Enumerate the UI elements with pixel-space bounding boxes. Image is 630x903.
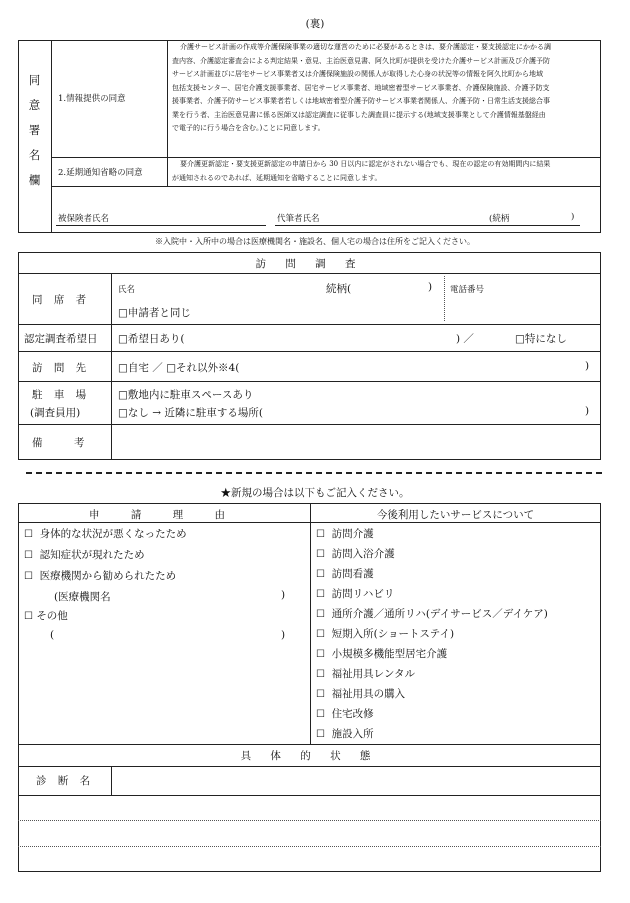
row-divider	[18, 522, 601, 523]
reason-list	[24, 526, 308, 648]
checkbox-icon: ☐	[24, 611, 33, 622]
attendee-label: 同 席 者	[32, 294, 91, 306]
consent-item2-text	[172, 158, 600, 185]
consent-divider	[51, 40, 52, 233]
address-note: ※入院中・入所中の場合は医療機関名・施設名、個人宅の場合は住所をご記入ください。	[155, 237, 475, 246]
text-line: 包括支援センター、居宅介護支援事業者、居宅サービス事業者、地域密着型サービス事業者、介護保険施設、介護予防支	[172, 83, 550, 92]
destination-options[interactable]: □自宅 ／ □それ以外※4(	[118, 362, 240, 374]
checkbox-icon: ☐	[316, 709, 325, 720]
checkbox-icon: ☐	[316, 569, 325, 580]
checkbox-icon: ☐	[316, 649, 325, 660]
checkbox-icon: ☐	[316, 609, 325, 620]
side-char: 意	[28, 98, 41, 112]
cut-line	[26, 472, 602, 474]
service-item-label: 訪問リハビリ	[331, 588, 395, 600]
service-item-label: 福祉用具レンタル	[331, 668, 415, 680]
row-divider	[18, 351, 601, 352]
attendee-relation-label: 続柄(	[326, 283, 352, 295]
parking-onsite-checkbox[interactable]: □敷地内に駐車スペースあり	[118, 389, 254, 401]
parking-label: 駐 車 場	[32, 389, 91, 401]
proxy-name-label: 代筆者氏名	[277, 214, 320, 224]
service-item[interactable]	[316, 666, 600, 686]
col-divider	[111, 273, 112, 460]
checkbox-icon: ☐	[316, 729, 325, 740]
side-char: 欄	[28, 173, 41, 187]
checkbox-icon: ☐	[316, 669, 325, 680]
other-open: (	[50, 629, 55, 641]
medical-institution-close: )	[281, 589, 286, 601]
service-item-label: 訪問看護	[331, 568, 374, 580]
attendee-relation-close: )	[428, 281, 433, 293]
reason-item-label: 医療機関から勧められたため	[39, 570, 177, 582]
side-char: 同	[28, 73, 41, 87]
service-item[interactable]	[316, 606, 600, 626]
checkbox-icon: ☐	[24, 550, 33, 561]
service-item[interactable]	[316, 586, 600, 606]
services-list	[316, 526, 600, 746]
preferred-date-none-checkbox[interactable]: □特になし	[515, 333, 567, 345]
attendee-name-label: 氏名	[118, 285, 136, 295]
reason-item-other[interactable]	[24, 608, 308, 629]
row-divider	[18, 324, 601, 325]
service-item[interactable]	[316, 646, 600, 666]
service-item-label: 住宅改修	[331, 708, 374, 720]
preferred-date-yes-checkbox[interactable]: □希望日あり(	[118, 333, 185, 345]
side-char: 名	[28, 148, 41, 162]
service-item-label: 訪問入浴介護	[331, 548, 395, 560]
service-item[interactable]	[316, 526, 600, 546]
reason-item[interactable]	[24, 568, 308, 589]
diagnosis-label: 診 断 名	[36, 775, 95, 787]
visit-survey-box	[18, 252, 601, 460]
parking-close: )	[585, 405, 590, 417]
reason-item-label: 認知症状が現れたため	[39, 549, 145, 561]
reason-item[interactable]	[24, 526, 308, 547]
text-line: 介護サービス計画の作成等介護保険事業の適切な運営のために必要があるときは、要介護認定・要支援認定にかかる調	[180, 43, 551, 51]
page-title: (裏)	[305, 18, 325, 30]
reason-item[interactable]	[24, 547, 308, 568]
checkbox-icon: ☐	[316, 549, 325, 560]
side-char: 署	[28, 123, 41, 137]
checkbox-icon: ☐	[24, 529, 33, 540]
service-item-label: 通所介護／通所リハ(デイサービス／デイケア)	[331, 608, 548, 620]
attendee-phone-label: 電話番号	[450, 285, 485, 295]
new-application-note: ★新規の場合は以下もご記入ください。	[220, 487, 410, 499]
text-line: サービス計画並びに居宅サービス事業者又は介護保険施設の関係人が取得した心身の状況等の情報を阿久比町から地域	[172, 70, 543, 78]
consent-side-label	[18, 72, 51, 197]
row-divider	[18, 424, 601, 425]
consent-item1-text	[172, 41, 600, 136]
text-line: が通知されるのであれば、延期通知を省略することに同意します。	[172, 173, 382, 182]
row-divider	[18, 381, 601, 382]
reason-header: 申 請 理 由	[88, 509, 239, 521]
row-divider	[18, 273, 601, 274]
condition-header: 具 体 的 状 態	[240, 750, 379, 762]
reason-other-label: その他	[36, 610, 68, 622]
service-item[interactable]	[316, 626, 600, 646]
service-item-label: 短期入所(ショートステイ)	[331, 628, 455, 640]
consent-item1-label: 1.情報提供の同意	[58, 94, 126, 104]
preferred-date-slash: ) ／	[456, 333, 474, 345]
remarks-label: 備 考	[32, 437, 99, 449]
col-divider	[310, 503, 311, 745]
checkbox-icon: ☐	[24, 571, 33, 582]
service-item[interactable]	[316, 546, 600, 566]
insured-name-field[interactable]	[56, 225, 266, 226]
services-header: 今後利用したいサービスについて	[376, 509, 535, 521]
text-line: 援事業者、介護予防サービス事業者若しくは地域密着型介護予防サービス事業者関係人、介護予防・日常生活支援総合事	[172, 97, 550, 105]
consent-divider	[167, 40, 168, 186]
relation-close: )	[571, 212, 575, 222]
service-item[interactable]	[316, 706, 600, 726]
checkbox-icon: ☐	[316, 589, 325, 600]
text-line: 業を行う者、主治医意見書に係る医師又は認定調査に従事した調査員に提示する(地域支援事業として介護情報基盤経由	[172, 110, 546, 119]
reason-item-label: 身体的な状況が悪くなったため	[39, 528, 187, 540]
preferred-date-label: 認定調査希望日	[24, 333, 98, 345]
service-item-label: 訪問介護	[331, 528, 374, 540]
insured-name-label: 被保険者氏名	[58, 214, 110, 224]
service-item[interactable]	[316, 726, 600, 746]
destination-close: )	[585, 360, 590, 372]
medical-institution-row	[24, 589, 308, 608]
relation-label: (続柄	[489, 214, 510, 224]
proxy-name-field[interactable]	[275, 225, 580, 226]
destination-label: 訪 問 先	[32, 362, 91, 374]
parking-none-checkbox[interactable]: □なし → 近隣に駐車する場所(	[118, 407, 263, 419]
text-line: 査内容、介護認定審査会による判定結果・意見、主治医意見書、阿久比町が提供を受けた介護サービス計画及び介護予防	[172, 56, 550, 65]
other-detail-row	[24, 629, 308, 648]
consent-divider	[51, 186, 601, 187]
medical-institution-label: (医療機関名	[54, 591, 111, 603]
service-item-label: 小規模多機能型居宅介護	[331, 648, 448, 660]
condition-detail-field[interactable]	[19, 796, 600, 871]
text-line: で電子的に行う場合を含む。)ことに同意します。	[172, 124, 325, 132]
visit-survey-header: 訪 問 調 査	[255, 258, 364, 270]
service-item[interactable]	[316, 686, 600, 706]
text-line: 要介護更新認定・要支援更新認定の申請日から 30 日以内に認定がされない場合でも、現在の認定の有効期間内に結果	[180, 160, 551, 168]
same-as-applicant-checkbox[interactable]: □申請者と同じ	[118, 307, 191, 319]
parking-sublabel: (調査員用)	[30, 407, 81, 419]
consent-item2-label: 2.延期通知省略の同意	[58, 168, 143, 178]
diagnosis-field[interactable]	[112, 767, 600, 795]
checkbox-icon: ☐	[316, 689, 325, 700]
service-item-label: 施設入所	[331, 728, 374, 740]
checkbox-icon: ☐	[316, 529, 325, 540]
phone-divider	[444, 276, 445, 321]
service-item[interactable]	[316, 566, 600, 586]
checkbox-icon: ☐	[316, 629, 325, 640]
other-close: )	[281, 629, 286, 641]
service-item-label: 福祉用具の購入	[331, 688, 406, 700]
